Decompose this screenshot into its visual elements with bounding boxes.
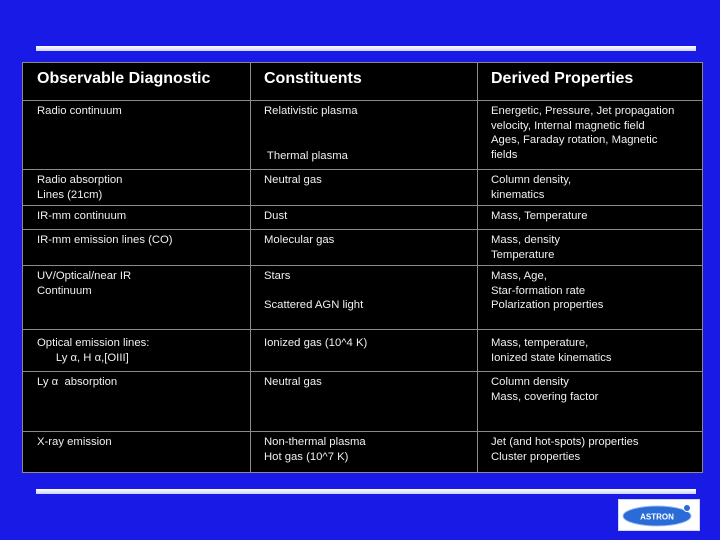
cell-line: Ionized state kinematics bbox=[491, 351, 612, 364]
cell-line: Molecular gas bbox=[264, 234, 335, 246]
cell-line: Hot gas (10^7 K) bbox=[264, 450, 349, 463]
derived-cell bbox=[491, 206, 701, 229]
cell-line: Energetic, Pressure, Jet propagation bbox=[491, 105, 675, 117]
cell-line: kinematics bbox=[491, 188, 545, 201]
astron-logo bbox=[618, 499, 700, 531]
table-row bbox=[23, 329, 702, 371]
constituents-cell bbox=[264, 330, 464, 371]
cell-line: velocity, Internal magnetic field bbox=[491, 119, 645, 132]
table-row bbox=[23, 205, 702, 229]
derived-cell bbox=[491, 230, 701, 265]
constituents-cell bbox=[264, 170, 464, 205]
cell-line: IR-mm continuum bbox=[37, 210, 127, 222]
diagnostic-cell bbox=[37, 230, 237, 265]
cell-line: Jet (and hot-spots) properties bbox=[491, 436, 639, 448]
table-header-row bbox=[23, 63, 702, 100]
table-row bbox=[23, 169, 702, 205]
derived-cell bbox=[491, 372, 701, 431]
header-observable-diagnostic: Observable Diagnostic bbox=[37, 70, 211, 87]
cell-line: X-ray emission bbox=[37, 436, 112, 448]
cell-line: Temperature bbox=[491, 248, 555, 261]
cell-line: IR-mm emission lines (CO) bbox=[37, 234, 173, 246]
cell-line: Stars bbox=[264, 270, 291, 282]
cell-line: Neutral gas bbox=[264, 174, 322, 186]
diagnostic-cell bbox=[37, 101, 237, 169]
cell-line: Thermal plasma bbox=[264, 150, 348, 162]
diagnostic-cell bbox=[37, 206, 237, 229]
table-row bbox=[23, 431, 702, 473]
cell-line: Mass, temperature, bbox=[491, 337, 589, 349]
constituents-cell bbox=[264, 230, 464, 265]
cell-line: Radio absorption bbox=[37, 174, 123, 186]
cell-line: Neutral gas bbox=[264, 376, 322, 388]
diagnostic-cell bbox=[37, 266, 237, 329]
logo-text: ASTRON bbox=[640, 512, 674, 522]
cell-line: Column density bbox=[491, 376, 569, 388]
derived-cell bbox=[491, 170, 701, 205]
top-divider bbox=[36, 46, 696, 51]
cell-line: Mass, Age, bbox=[491, 270, 547, 282]
cell-line: Dust bbox=[264, 210, 288, 222]
astron-logo-mark bbox=[619, 500, 699, 530]
constituents-cell bbox=[264, 372, 464, 431]
constituents-cell bbox=[264, 432, 464, 473]
cell-line: Column density, bbox=[491, 174, 572, 186]
table-row bbox=[23, 100, 702, 169]
derived-cell bbox=[491, 101, 701, 169]
derived-cell bbox=[491, 432, 701, 473]
header-constituents: Constituents bbox=[264, 70, 362, 87]
diagnostic-cell bbox=[37, 432, 237, 473]
cell-line: Non-thermal plasma bbox=[264, 436, 366, 448]
diagnostics-table bbox=[22, 62, 703, 473]
constituents-cell bbox=[264, 206, 464, 229]
cell-line: Relativistic plasma bbox=[264, 105, 358, 117]
diagnostic-cell bbox=[37, 330, 237, 371]
cell-line: UV/Optical/near IR bbox=[37, 270, 132, 282]
cell-line: Mass, covering factor bbox=[491, 390, 599, 403]
cell-line: Ly α, H α,[OIII] bbox=[37, 351, 129, 364]
diagnostic-cell bbox=[37, 372, 237, 431]
cell-line: Star-formation rate bbox=[491, 284, 586, 297]
cell-line: Radio continuum bbox=[37, 105, 122, 117]
cell-line: Mass, density bbox=[491, 234, 561, 246]
derived-cell bbox=[491, 266, 701, 329]
cell-line: Lines (21cm) bbox=[37, 188, 103, 201]
table-row bbox=[23, 229, 702, 265]
table-row bbox=[23, 265, 702, 329]
header-derived-properties: Derived Properties bbox=[491, 70, 634, 87]
cell-line: Polarization properties bbox=[491, 299, 604, 311]
cell-line: Ages, Faraday rotation, Magnetic bbox=[491, 134, 658, 146]
diagnostic-cell bbox=[37, 170, 237, 205]
cell-line: Scattered AGN light bbox=[264, 299, 364, 311]
constituents-cell bbox=[264, 101, 464, 169]
cell-line: Continuum bbox=[37, 284, 92, 297]
derived-cell bbox=[491, 330, 701, 371]
cell-line: Optical emission lines: bbox=[37, 337, 150, 349]
cell-line: fields bbox=[491, 148, 518, 161]
cell-line: Cluster properties bbox=[491, 450, 581, 463]
constituents-cell bbox=[264, 266, 464, 329]
bottom-divider bbox=[36, 489, 696, 494]
cell-line: Ionized gas (10^4 K) bbox=[264, 337, 368, 349]
cell-line: Mass, Temperature bbox=[491, 210, 588, 222]
table-row bbox=[23, 371, 702, 431]
cell-line: Ly α absorption bbox=[37, 376, 118, 388]
